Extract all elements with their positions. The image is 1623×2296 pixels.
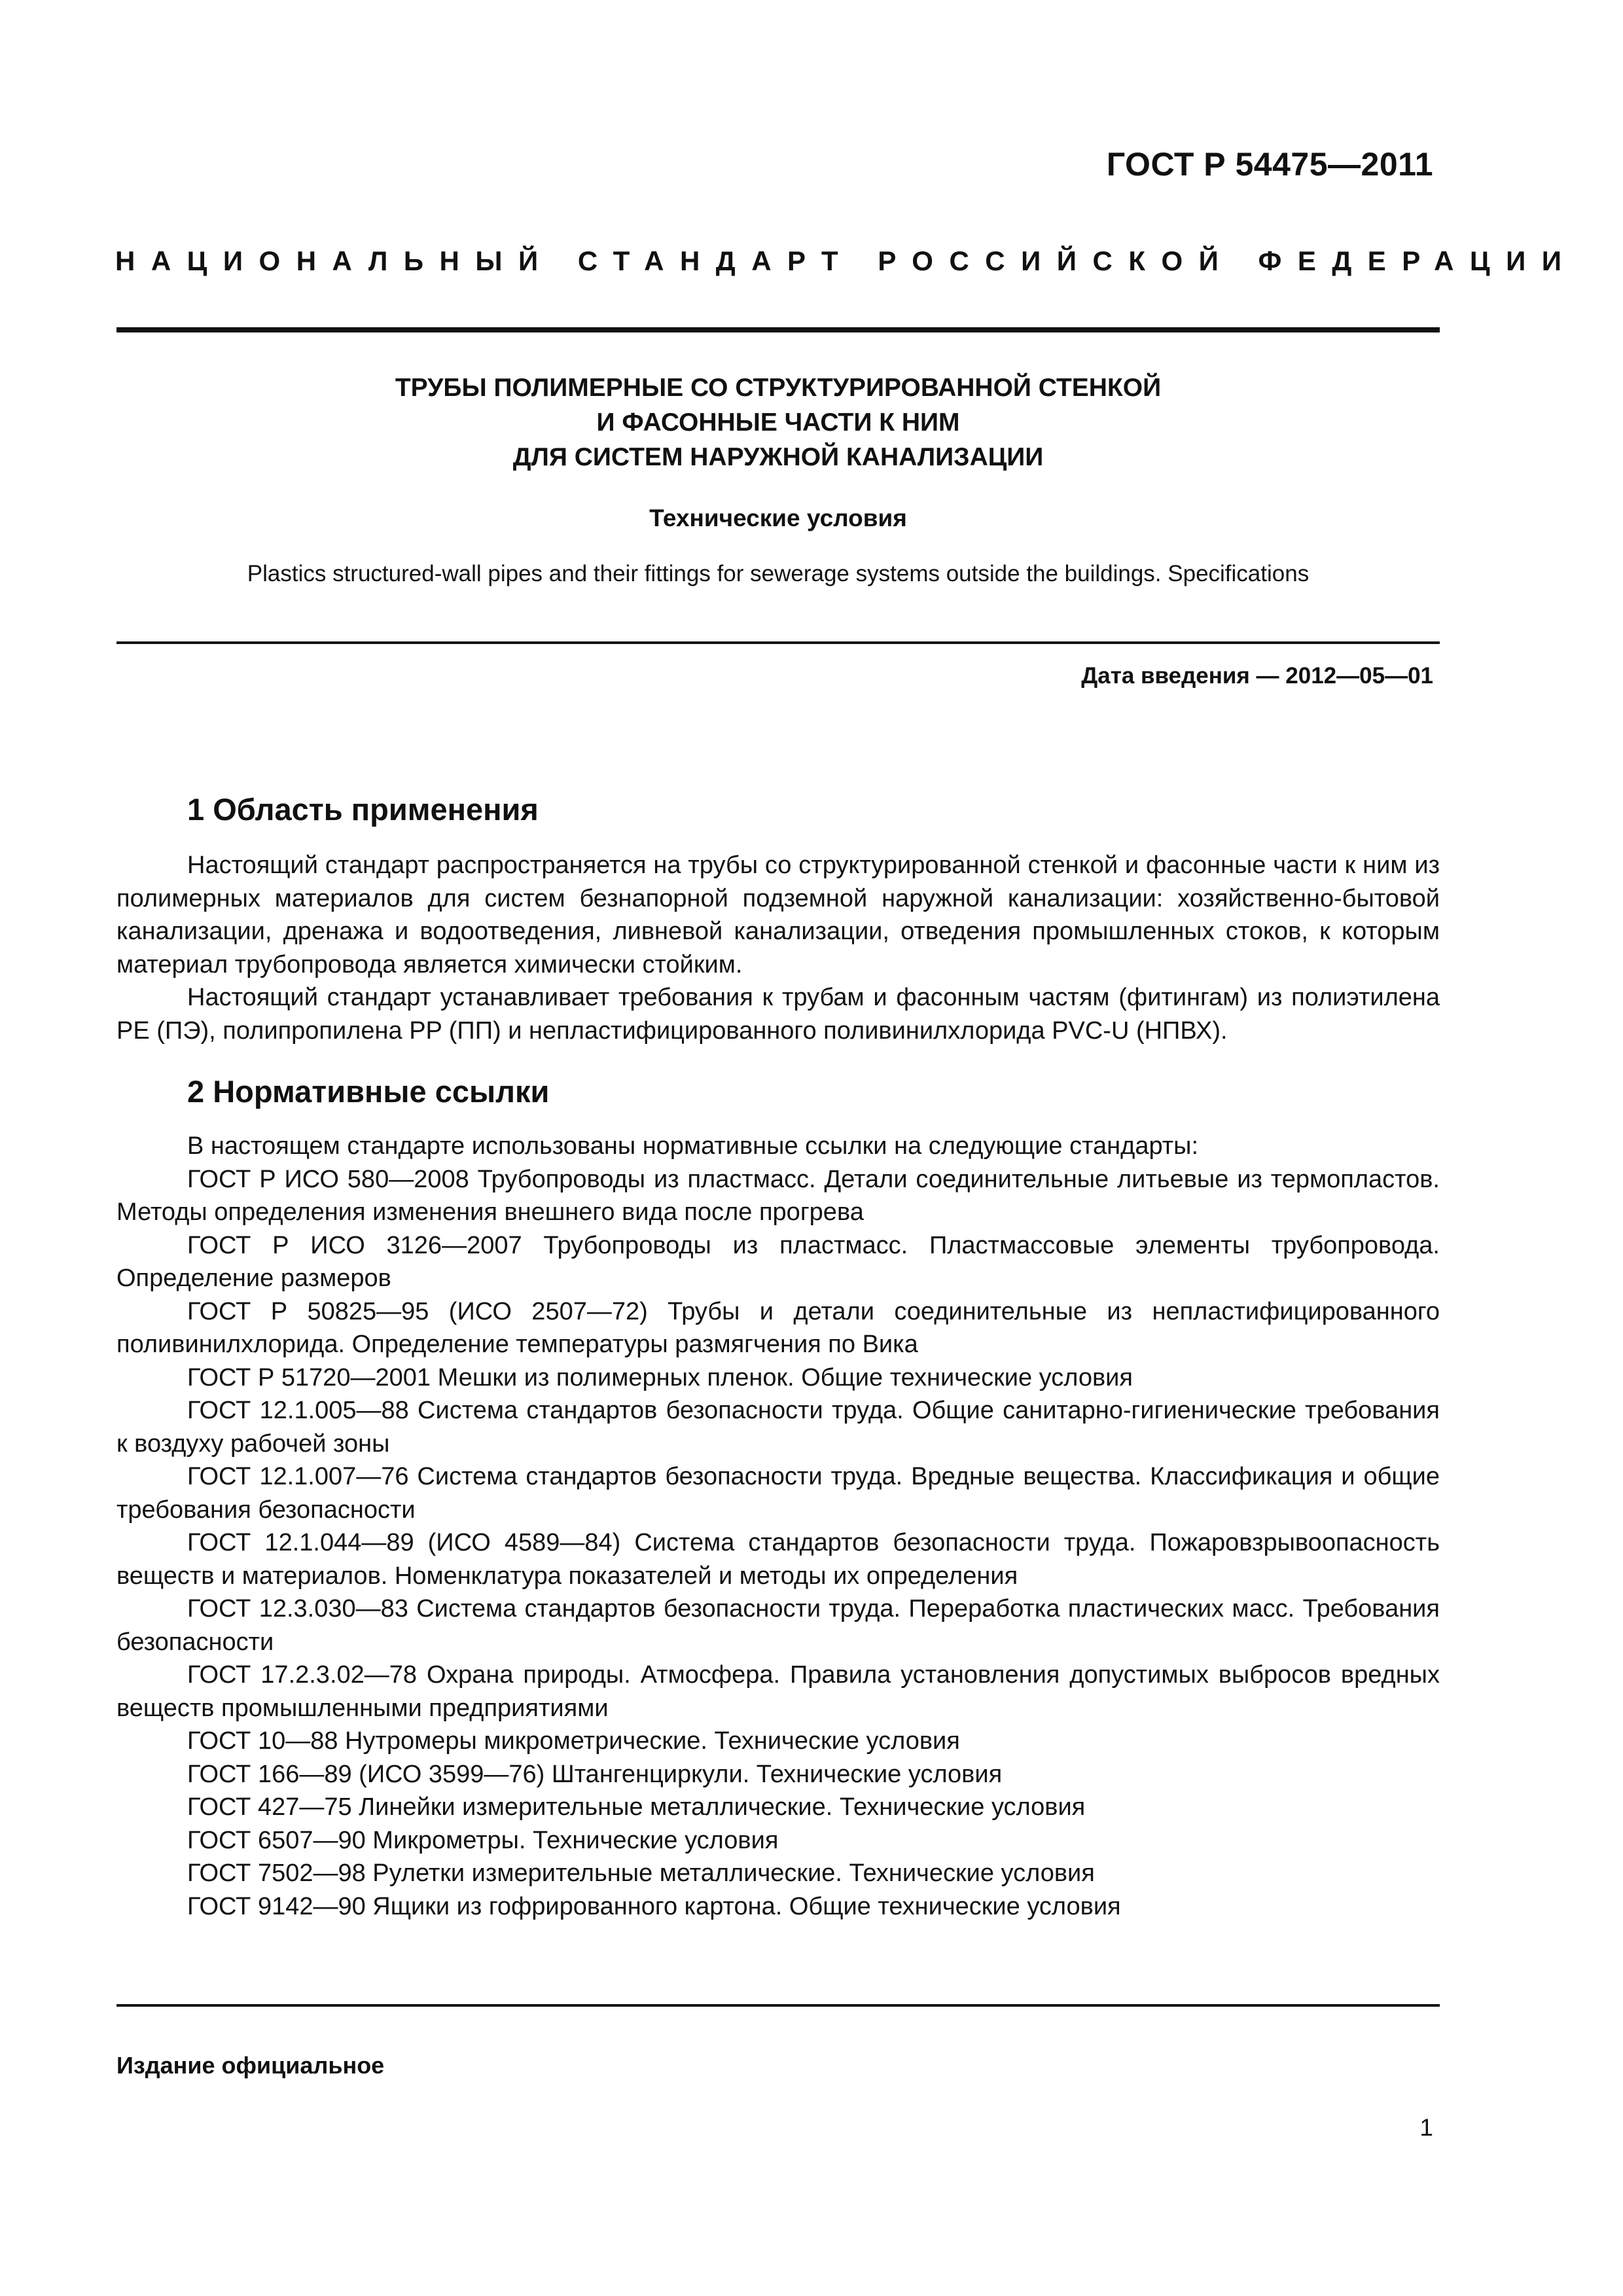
english-title: Plastics structured-wall pipes and their fittings for sewerage systems outside the buildings. Specifications: [247, 561, 1310, 586]
header-divider: [116, 327, 1440, 332]
official-edition-label: Издание официальное: [116, 2052, 385, 2079]
reference-item: ГОСТ 12.1.007—76 Система стандартов безопасности труда. Вредные вещества. Классификация и общие требования безопасности: [116, 1463, 1440, 1524]
title-divider: [116, 641, 1440, 644]
national-standard-banner: НАЦИОНАЛЬНЫЙ СТАНДАРТ РОССИЙСКОЙ ФЕДЕРАЦИИ: [115, 245, 1578, 276]
document-body: [116, 789, 1440, 1923]
page-number: 1: [1419, 2114, 1433, 2141]
reference-item: ГОСТ Р 50825—95 (ИСО 2507—72) Трубы и детали соединительные из непластифицированного поливинилхлорида. Определение температуры размягчения по Вика: [116, 1297, 1440, 1358]
title-line-2: И ФАСОННЫЕ ЧАСТИ К НИМ: [596, 408, 960, 437]
reference-item: ГОСТ 12.1.005—88 Система стандартов безопасности труда. Общие санитарно-гигиенические требования к воздуху рабочей зоны: [116, 1397, 1440, 1458]
title-block: [116, 370, 1440, 590]
reference-item: ГОСТ 166—89 (ИСО 3599—76) Штангенциркули. Технические условия: [187, 1760, 1003, 1788]
section-2-intro: В настоящем стандарте использованы нормативные ссылки на следующие стандарты:: [187, 1132, 1199, 1160]
reference-item: ГОСТ 427—75 Линейки измерительные металлические. Технические условия: [187, 1793, 1086, 1821]
section-2-heading: 2 Нормативные ссылки: [187, 1074, 550, 1109]
document-code: ГОСТ Р 54475—2011: [1106, 146, 1433, 183]
reference-item: ГОСТ Р 51720—2001 Мешки из полимерных пленок. Общие технические условия: [187, 1363, 1133, 1391]
reference-item: ГОСТ 7502—98 Рулетки измерительные металлические. Технические условия: [187, 1859, 1095, 1887]
reference-item: ГОСТ 12.3.030—83 Система стандартов безопасности труда. Переработка пластических масс. Требования безопасности: [116, 1595, 1440, 1656]
reference-item: ГОСТ Р ИСО 580—2008 Трубопроводы из пластмасс. Детали соединительные литьевые из термопластов. Методы определения изменения внешнего вида после прогрева: [116, 1165, 1440, 1226]
section-1-paragraph: Настоящий стандарт устанавливает требования к трубам и фасонным частям (фитингам) из полиэтилена PE (ПЭ), полипропилена PP (ПП) и непластифицированного поливинилхлорида PVC-U (НПВХ).: [116, 984, 1440, 1045]
reference-item: ГОСТ 6507—90 Микрометры. Технические условия: [187, 1826, 779, 1854]
reference-item: ГОСТ Р ИСО 3126—2007 Трубопроводы из пластмасс. Пластмассовые элементы трубопровода. Определение размеров: [116, 1231, 1440, 1292]
section-1-paragraph: Настоящий стандарт распространяется на трубы со структурированной стенкой и фасонные части к ним из полимерных материалов для систем безнапорной подземной наружной канализации: хозяйственно-бытовой канализации, дренажа и водоотведения, ливневой канализации, отведения промышленных стоков, к которым материал трубопровода является химически стойким.: [116, 852, 1440, 978]
reference-item: ГОСТ 10—88 Нутромеры микрометрические. Технические условия: [187, 1727, 960, 1755]
reference-item: ГОСТ 9142—90 Ящики из гофрированного картона. Общие технические условия: [187, 1892, 1121, 1920]
title-line-3: ДЛЯ СИСТЕМ НАРУЖНОЙ КАНАЛИЗАЦИИ: [512, 443, 1044, 471]
footer-divider: [116, 2004, 1440, 2007]
document-subtitle: Технические условия: [649, 505, 907, 531]
reference-item: ГОСТ 17.2.3.02—78 Охрана природы. Атмосфера. Правила установления допустимых выбросов вредных веществ промышленными предприятиями: [116, 1661, 1440, 1722]
section-1-heading: 1 Область применения: [187, 792, 539, 827]
title-line-1: ТРУБЫ ПОЛИМЕРНЫЕ СО СТРУКТУРИРОВАННОЙ СТЕНКОЙ: [395, 374, 1162, 402]
introduction-date: Дата введения — 2012—05—01: [1081, 663, 1433, 689]
reference-item: ГОСТ 12.1.044—89 (ИСО 4589—84) Система стандартов безопасности труда. Пожаровзрывоопасность веществ и материалов. Номенклатура показателей и методы их определения: [116, 1529, 1440, 1590]
